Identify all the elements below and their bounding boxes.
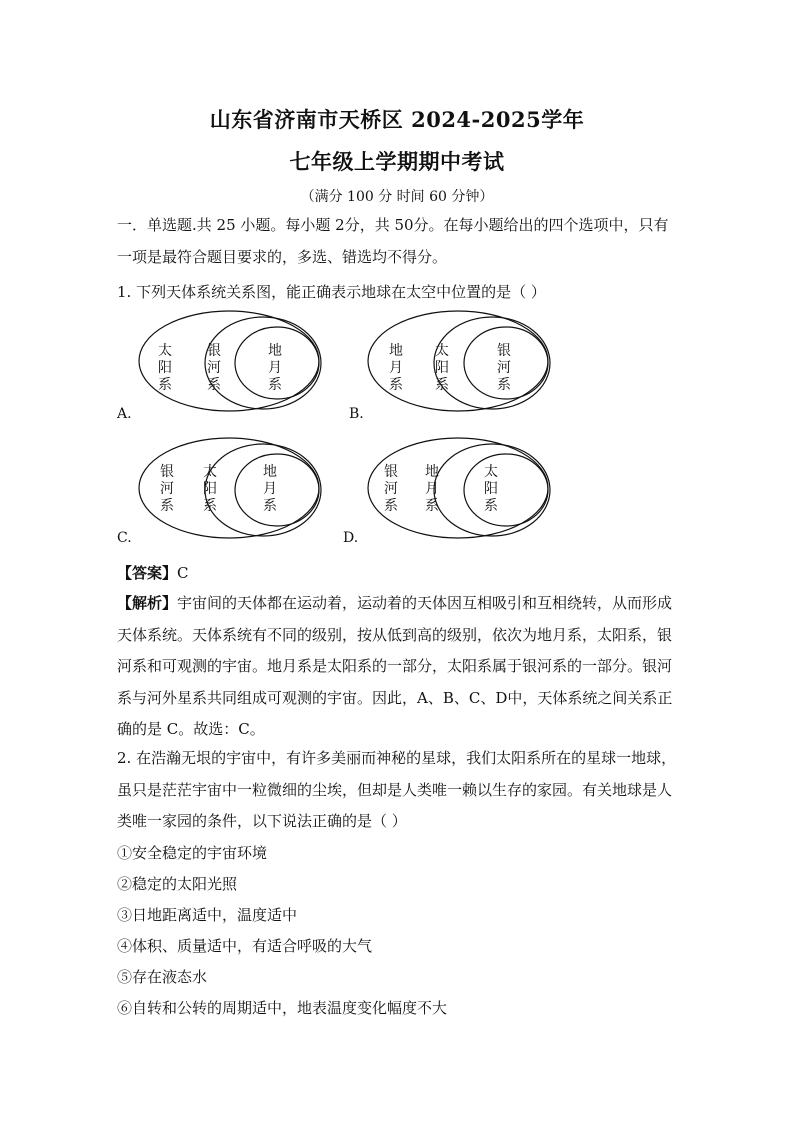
diagram-a-outer-label: 太阳系	[158, 343, 172, 393]
diagram-d-inner-ellipse	[464, 454, 548, 526]
diagram-option-c	[137, 434, 327, 548]
q2-item-3: ③日地距离适中，温度适中	[117, 906, 298, 924]
diagram-c-inner-ellipse	[235, 454, 319, 526]
option-c-label: C.	[117, 530, 132, 546]
q2-item-2: ②稳定的太阳光照	[117, 875, 238, 893]
exam-title-line1: 山东省济南市天桥区 2024-2025学年	[209, 107, 585, 132]
section-instructions: 一．单选题.共 25 小题。每小题 2分，共 50分。在每小题给出的四个选项中，只有一项是最符合题目要求的，多选、错选均不得分。	[117, 216, 669, 266]
exam-title-line2: 七年级上学期期中考试	[289, 149, 505, 174]
diagram-b-middle-label: 太阳系	[435, 343, 449, 393]
analysis-tag: 【解析】	[117, 594, 178, 612]
answer-tag: 【答案】	[117, 564, 178, 582]
q2-item-1: ①安全稳定的宇宙环境	[117, 844, 268, 862]
q2-item-4: ④体积、质量适中，有适合呼吸的大气	[117, 937, 373, 955]
diagram-d-middle-label: 地月系	[425, 464, 439, 514]
analysis-text: 宇宙间的天体都在运动着，运动着的天体因互相吸引和互相绕转，从而形成天体系统。天体系统有不同的级别，按从低到高的级别，依次为地月系，太阳系，银河系和可观测的宇宙。地月系是太阳系的一部分，太阳系属于银河系的一部分。银河系与河外星系共同组成可观测的宇宙。因此，A、B、C、D中，天体系统之间关系正确的是 C。故选：C。	[117, 594, 673, 738]
question-2-stem: 2. 在浩瀚无垠的宇宙中，有许多美丽而神秘的星球，我们太阳系所在的星球一地球，虽只是茫茫宇宙中一粒微细的尘埃，但却是人类唯一赖以生存的家园。有关地球是人类唯一家园的条件，以下说法正确的是（ ）	[117, 749, 677, 830]
q2-item-6: ⑥自转和公转的周期适中，地表温度变化幅度不大	[117, 999, 448, 1017]
analysis-paragraph	[117, 588, 677, 746]
option-d-label: D.	[343, 530, 359, 546]
diagram-d-inner-label: 太阳系	[484, 464, 498, 514]
diagram-b-inner-label: 银河系	[497, 343, 511, 393]
diagram-a-inner-label: 地月系	[268, 343, 282, 393]
diagram-d-outer-label: 银河系	[384, 464, 398, 514]
diagram-a-middle-ellipse	[205, 317, 321, 409]
option-a-label: A.	[117, 406, 132, 422]
diagram-option-d	[366, 434, 556, 548]
exam-subtitle: （满分 100 分 时间 60 分钟）	[300, 189, 494, 205]
diagram-c-outer-label: 银河系	[160, 464, 174, 514]
diagram-option-b	[366, 307, 556, 421]
diagram-b-outer-label: 地月系	[389, 343, 403, 393]
option-b-label: B.	[349, 406, 364, 422]
answer-line	[117, 562, 189, 583]
diagram-option-a	[137, 307, 327, 421]
diagram-b-middle-ellipse	[434, 317, 550, 409]
q2-item-5: ⑤存在液态水	[117, 968, 208, 986]
diagram-c-inner-label: 地月系	[263, 464, 277, 514]
diagram-c-middle-label: 太阳系	[203, 464, 217, 514]
question-1-stem: 1. 下列天体系统关系图，能正确表示地球在太空中位置的是（ ）	[117, 283, 546, 301]
answer-value: C	[177, 564, 189, 582]
diagram-a-middle-label: 银河系	[207, 343, 221, 393]
